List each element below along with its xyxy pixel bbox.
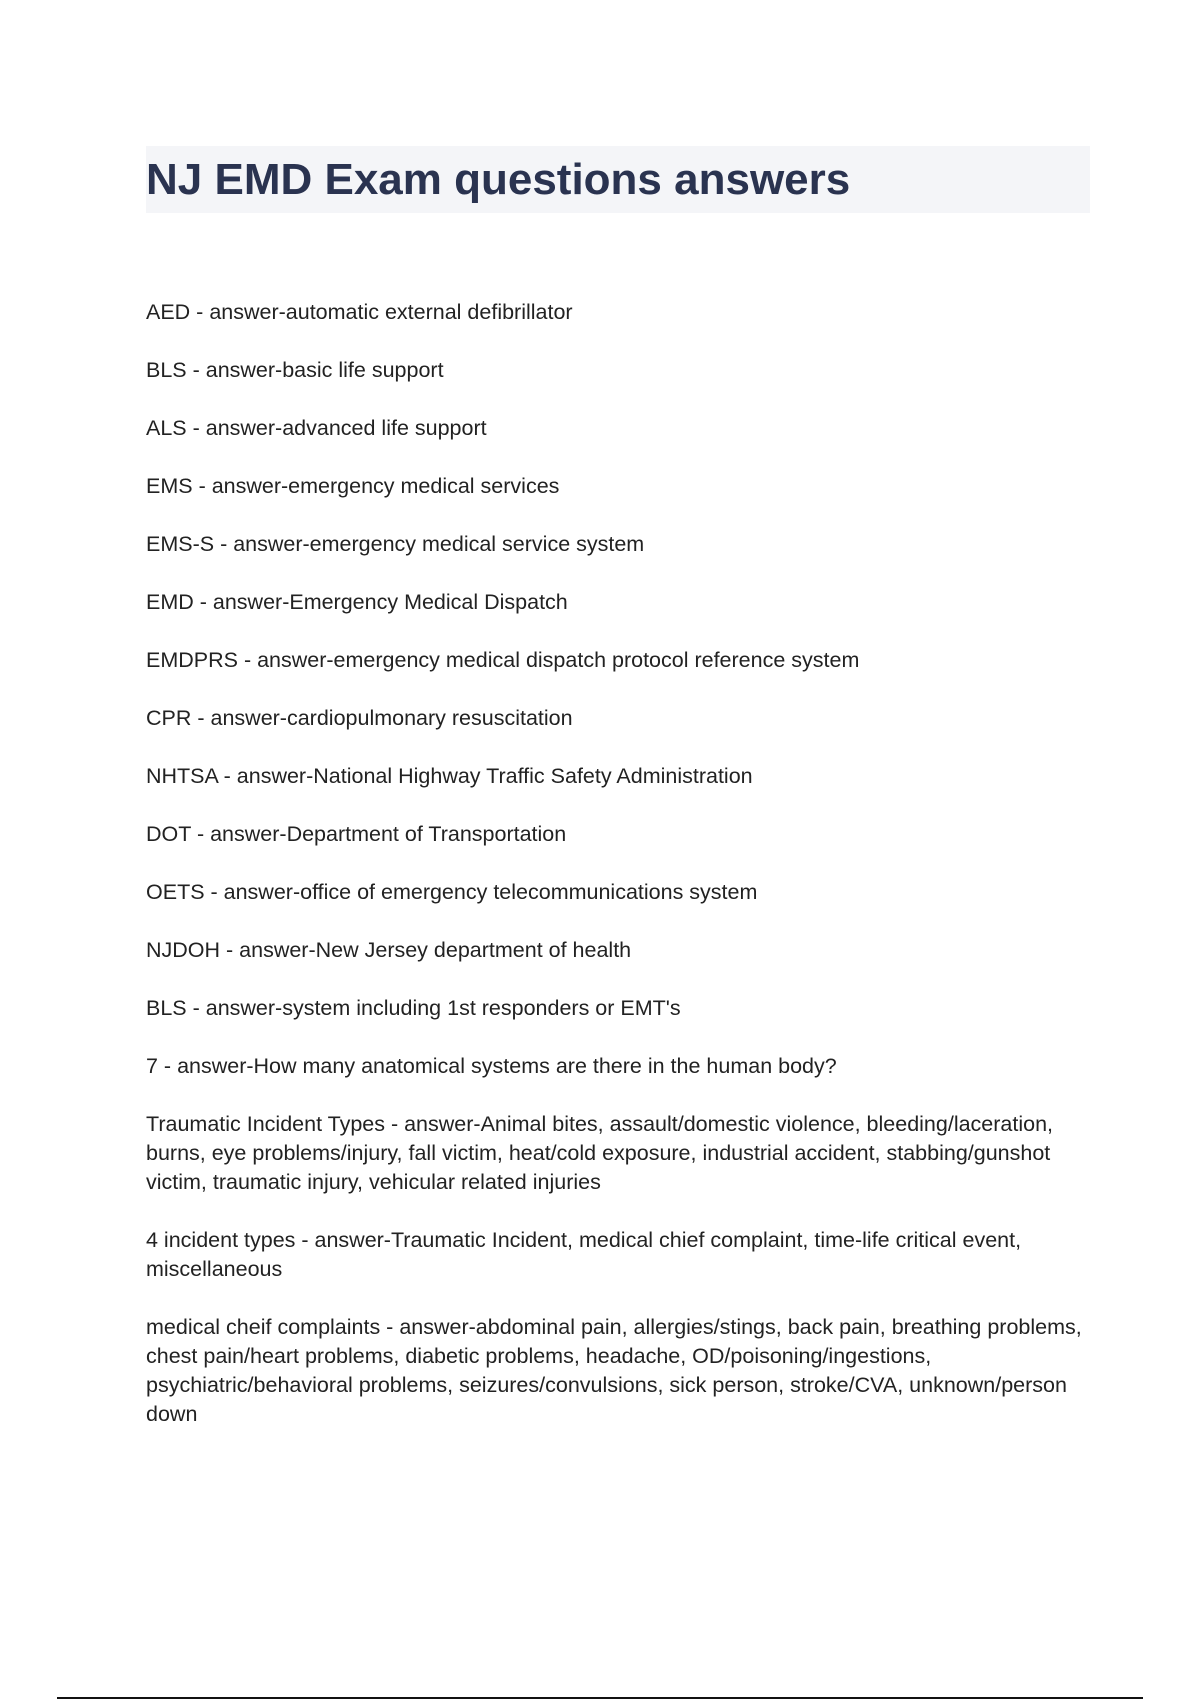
qa-item: NJDOH - answer-New Jersey department of health	[146, 938, 632, 962]
qa-list	[146, 298, 1090, 1458]
qa-item: medical cheif complaints - answer-abdominal pain, allergies/stings, back pain, breathing problems, chest pain/heart problems, diabetic problems, headache, OD/poisoning/ingestions, psychiatric/behavioral problems, seizures/convulsions, sick person, stroke/CVA, unknown/person down	[146, 1315, 1082, 1426]
qa-item: AED - answer-automatic external defibrillator	[146, 300, 573, 324]
qa-item: EMDPRS - answer-emergency medical dispatch protocol reference system	[146, 648, 860, 672]
qa-item: OETS - answer-office of emergency telecommunications system	[146, 880, 758, 904]
qa-item: BLS - answer-basic life support	[146, 358, 444, 382]
qa-item: BLS - answer-system including 1st responders or EMT's	[146, 996, 681, 1020]
qa-item: EMS-S - answer-emergency medical service system	[146, 532, 645, 556]
qa-item: EMS - answer-emergency medical services	[146, 474, 560, 498]
qa-item: 4 incident types - answer-Traumatic Incident, medical chief complaint, time-life critical event, miscellaneous	[146, 1228, 1022, 1281]
footer-divider	[57, 1697, 1143, 1699]
qa-item: CPR - answer-cardiopulmonary resuscitation	[146, 706, 573, 730]
qa-item: NHTSA - answer-National Highway Traffic Safety Administration	[146, 764, 753, 788]
qa-item: ALS - answer-advanced life support	[146, 416, 487, 440]
page-title: NJ EMD Exam questions answers	[146, 155, 851, 204]
qa-item: 7 - answer-How many anatomical systems are there in the human body?	[146, 1054, 837, 1078]
qa-item: DOT - answer-Department of Transportation	[146, 822, 567, 846]
qa-item: Traumatic Incident Types - answer-Animal bites, assault/domestic violence, bleeding/laceration, burns, eye problems/injury, fall victim, heat/cold exposure, industrial accident, stabbing/gunshot victim, traumatic injury, vehicular related injuries	[146, 1112, 1054, 1194]
qa-item: EMD - answer-Emergency Medical Dispatch	[146, 590, 568, 614]
